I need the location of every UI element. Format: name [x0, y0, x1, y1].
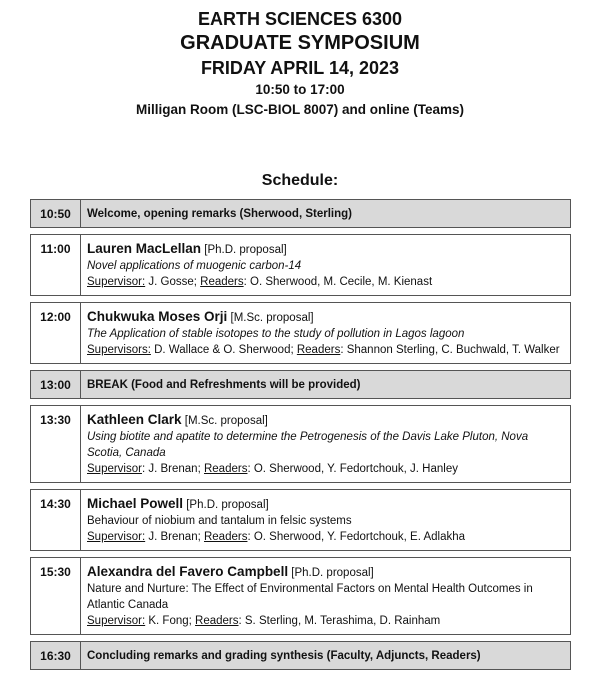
- row-time: 14:30: [31, 490, 81, 551]
- row-text: Welcome, opening remarks (Sherwood, Sterling): [81, 200, 571, 228]
- document-header: [0, 8, 600, 120]
- row-time: 12:00: [31, 303, 81, 364]
- table-row: [31, 371, 571, 399]
- row-text: BREAK (Food and Refreshments will be provided): [81, 371, 571, 399]
- talk-title: Nature and Nurture: The Effect of Environmental Factors on Mental Health Outcomes in Atlantic Canada: [87, 583, 533, 611]
- row-time: 13:30: [31, 406, 81, 483]
- supervisor-label: Supervisor: [87, 463, 142, 475]
- reader-names: : O. Sherwood, Y. Fedortchouk, J. Hanley: [247, 463, 458, 475]
- event-location: Milligan Room (LSC-BIOL 8007) and online (Teams): [135, 102, 465, 117]
- table-row: [31, 200, 571, 228]
- supervisor-label: Supervisor:: [87, 615, 146, 627]
- talk-title: Using biotite and apatite to determine the Petrogenesis of the Davis Lake Pluton, Nova Scotia, Canada: [87, 431, 529, 459]
- row-time: 11:00: [31, 235, 81, 296]
- presenter-name: Kathleen Clark: [87, 412, 182, 427]
- table-row: [31, 406, 571, 483]
- row-time: 15:30: [31, 558, 81, 635]
- reader-names: : Shannon Sterling, C. Buchwald, T. Walker: [340, 344, 560, 356]
- table-row: [31, 558, 571, 635]
- course-title: EARTH SCIENCES 6300: [197, 9, 403, 29]
- table-row: [31, 642, 571, 670]
- reader-names: : O. Sherwood, M. Cecile, M. Kienast: [243, 276, 433, 288]
- table-row: [31, 490, 571, 551]
- reader-names: : S. Sterling, M. Terashima, D. Rainham: [238, 615, 441, 627]
- talk-title: Behaviour of niobium and tantalum in felsic systems: [87, 515, 352, 527]
- talk-title: Novel applications of muogenic carbon-14: [87, 260, 302, 272]
- presenter-name: Lauren MacLellan: [87, 241, 202, 256]
- readers-label: Readers: [203, 531, 248, 543]
- supervisor-label: Supervisors:: [87, 344, 151, 356]
- presentation-kind: [M.Sc. proposal]: [230, 312, 314, 324]
- readers-label: Readers: [200, 276, 244, 288]
- presenter-name: Alexandra del Favero Campbell: [87, 564, 289, 579]
- table-row: [31, 303, 571, 364]
- presentation-kind: [Ph.D. proposal]: [291, 567, 374, 579]
- talk-title: The Application of stable isotopes to the study of pollution in Lagos lagoon: [87, 328, 465, 340]
- presentation-kind: [Ph.D. proposal]: [204, 244, 287, 256]
- supervisor-names: : J. Brenan;: [141, 463, 204, 475]
- supervisor-names: J. Brenan;: [145, 531, 204, 543]
- event-title: GRADUATE SYMPOSIUM: [180, 32, 420, 54]
- reader-names: : O. Sherwood, Y. Fedortchouk, E. Adlakha: [247, 531, 466, 543]
- event-date: FRIDAY APRIL 14, 2023: [200, 58, 400, 78]
- supervisor-names: K. Fong;: [145, 615, 196, 627]
- presentation-kind: [M.Sc. proposal]: [184, 415, 268, 427]
- readers-label: Readers: [203, 463, 248, 475]
- presenter-name: Michael Powell: [87, 496, 184, 511]
- event-time: 10:50 to 17:00: [255, 82, 345, 97]
- readers-label: Readers: [195, 615, 239, 627]
- schedule-heading: Schedule:: [261, 172, 339, 189]
- table-row: [31, 235, 571, 296]
- supervisor-names: J. Gosse;: [145, 276, 201, 288]
- supervisor-names: D. Wallace & O. Sherwood;: [150, 344, 297, 356]
- presenter-name: Chukwuka Moses Orji: [87, 309, 228, 324]
- schedule-table: [30, 199, 571, 670]
- supervisor-label: Supervisor:: [87, 276, 146, 288]
- readers-label: Readers: [296, 344, 341, 356]
- supervisor-label: Supervisor:: [87, 531, 146, 543]
- row-time: 16:30: [31, 642, 81, 670]
- row-time: 13:00: [31, 371, 81, 399]
- presentation-kind: [Ph.D. proposal]: [186, 499, 269, 511]
- row-time: 10:50: [31, 200, 81, 228]
- row-text: Concluding remarks and grading synthesis (Faculty, Adjuncts, Readers): [81, 642, 571, 670]
